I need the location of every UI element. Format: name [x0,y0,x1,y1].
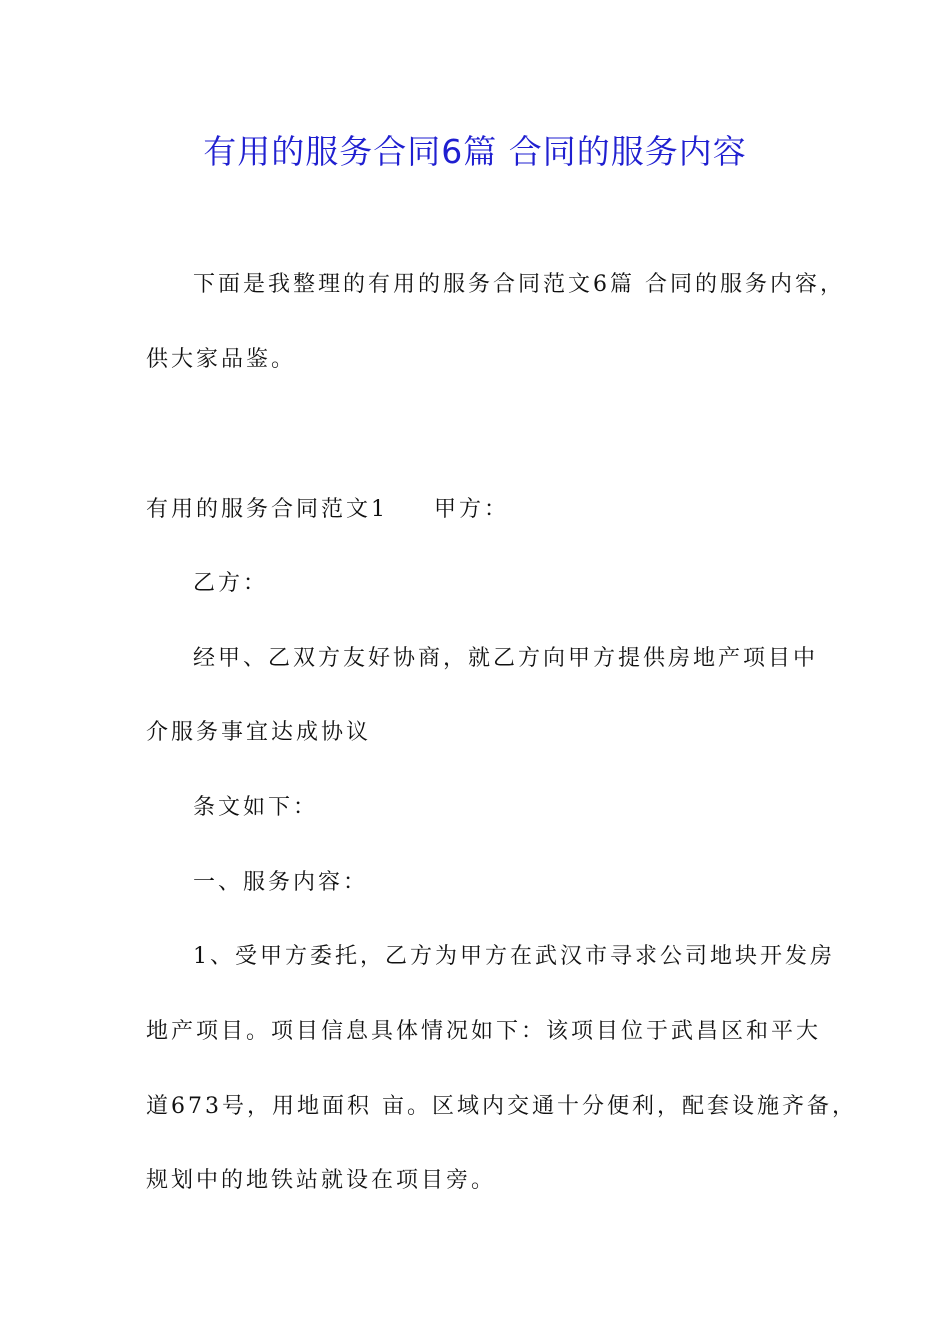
party-b-label: 乙方： [193,571,269,596]
item-1-line-1: 1、受甲方委托，乙方为甲方在武汉市寻求公司地块开发房 [193,944,835,969]
document-title: 有用的服务合同6篇 合同的服务内容 [203,132,747,171]
intro-line-1: 下面是我整理的有用的服务合同范文6篇 合同的服务内容， [193,272,845,297]
terms-intro: 条文如下： [193,795,319,820]
agreement-line-2: 介服务事宜达成协议 [146,720,372,745]
item-1-line-4: 规划中的地铁站就设在项目旁。 [146,1168,497,1193]
party-a-label: 甲方： [434,497,510,522]
section-1-heading: 一、服务内容： [193,870,369,895]
item-1-line-3: 道673号，用地面积 亩。区域内交通十分便利，配套设施齐备， [146,1094,857,1119]
sample-heading: 有用的服务合同范文1 [146,497,388,522]
intro-line-2: 供大家品鉴。 [146,347,297,372]
agreement-line-1: 经甲、乙双方友好协商，就乙方向甲方提供房地产项目中 [193,646,819,671]
item-1-line-2: 地产项目。项目信息具体情况如下：该项目位于武昌区和平大 [146,1019,822,1044]
sample-heading-line [146,495,509,525]
